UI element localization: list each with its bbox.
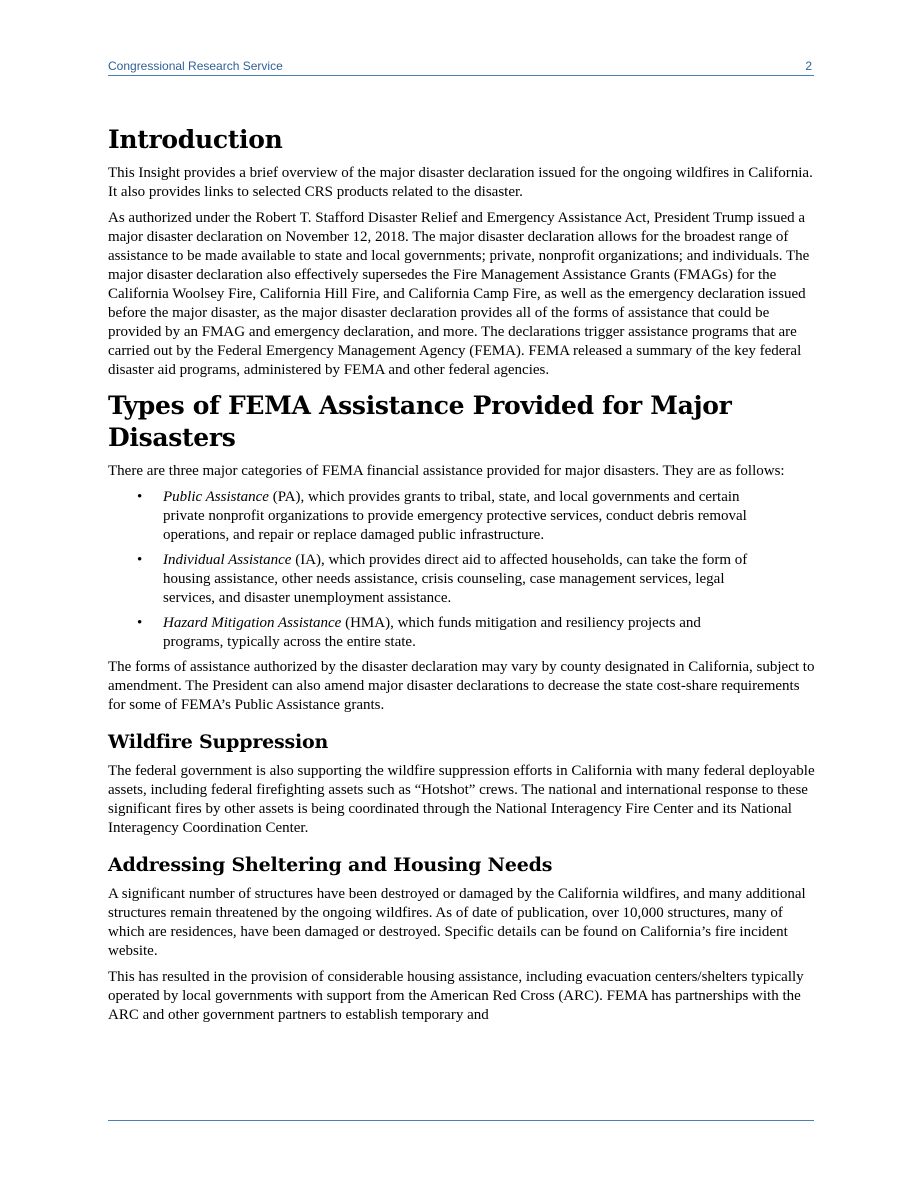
header-source: Congressional Research Service	[108, 59, 283, 73]
types-intro-paragraph: There are three major categories of FEMA financial assistance provided for major disasters. They are as follows:	[108, 463, 785, 479]
intro-paragraph-2: As authorized under the Robert T. Stafford Disaster Relief and Emergency Assistance Act, President Trump issued a major disaster declaration on November 12, 2018. The major disaster declaration allows for the broadest range of assistance to be made available to state and local governments; private, nonprofit organizations; and individuals. The major disaster declaration also effectively supersedes the Fire Management Assistance Grants (FMAGs) for the California Woolsey Fire, California Hill Fire, and California Camp Fire, as well as the emergency declaration issued before the major disaster, as the major disaster declaration provides all of the forms of assistance that could be provided by an FMAG and emergency declaration, and more. The declarations trigger assistance programs that are carried out by the Federal Emergency Management Agency (FEMA). FEMA released a summary of the key federal disaster aid programs, administered by FEMA and other federal agencies.	[108, 210, 810, 378]
intro-paragraph-1: This Insight provides a brief overview of the major disaster declaration issued for the ongoing wildfires in California. It also provides links to selected CRS products related to the disaster.	[108, 165, 813, 200]
types-closing-paragraph: The forms of assistance authorized by the disaster declaration may vary by county designated in California, subject to amendment. The President can also amend major disaster declarations to decrease the state cost-share requirements for some of FEMA’s Public Assistance grants.	[108, 659, 815, 713]
subsection-heading-sheltering: Addressing Sheltering and Housing Needs	[108, 854, 553, 876]
assistance-list	[108, 488, 816, 652]
section-heading-introduction: Introduction	[108, 125, 283, 154]
sheltering-paragraph-2: This has resulted in the provision of considerable housing assistance, including evacuation centers/shelters typically operated by local governments with support from the American Red Cross (ARC). FEMA has partnerships with the ARC and other government partners to establish temporary and	[108, 969, 804, 1023]
list-item-text: (HMA), which funds mitigation and resiliency projects and programs, typically across the entire state.	[163, 615, 701, 650]
subsection-heading-wildfire: Wildfire Suppression	[108, 731, 329, 753]
section-heading-types: Types of FEMA Assistance Provided for Major Disasters	[108, 391, 732, 452]
document-body	[108, 124, 816, 1032]
page-header	[108, 58, 814, 76]
list-item-hazard-mitigation	[108, 614, 816, 652]
list-item-text: (PA), which provides grants to tribal, state, and local governments and certain private nonprofit organizations to provide emergency protective services, conduct debris removal operations, and repair or replace damaged public infrastructure.	[163, 489, 747, 543]
bullet-icon: •	[137, 552, 143, 568]
list-item-individual-assistance	[108, 551, 816, 608]
footer-rule	[108, 1120, 814, 1121]
list-item-text: (IA), which provides direct aid to affected households, can take the form of housing assistance, other needs assistance, crisis counseling, case management services, legal services, and disaster unemployment assistance.	[163, 552, 748, 606]
list-item-term: Hazard Mitigation Assistance	[163, 615, 342, 631]
bullet-icon: •	[137, 489, 143, 505]
list-item-public-assistance	[108, 488, 816, 545]
bullet-icon: •	[137, 615, 143, 631]
page-number: 2	[805, 59, 812, 73]
list-item-term: Individual Assistance	[163, 552, 292, 568]
sheltering-paragraph-1: A significant number of structures have been destroyed or damaged by the California wildfires, and many additional structures remain threatened by the ongoing wildfires. As of date of publication, over 10,000 structures, many of which are residences, have been damaged or destroyed. Specific details can be found on California’s fire incident website.	[108, 886, 806, 959]
list-item-term: Public Assistance	[163, 489, 269, 505]
wildfire-paragraph: The federal government is also supporting the wildfire suppression efforts in California with many federal deployable assets, including federal firefighting assets such as “Hotshot” crews. The national and international response to these significant fires by other assets is being coordinated through the National Interagency Fire Center and its National Interagency Coordination Center.	[108, 763, 815, 836]
